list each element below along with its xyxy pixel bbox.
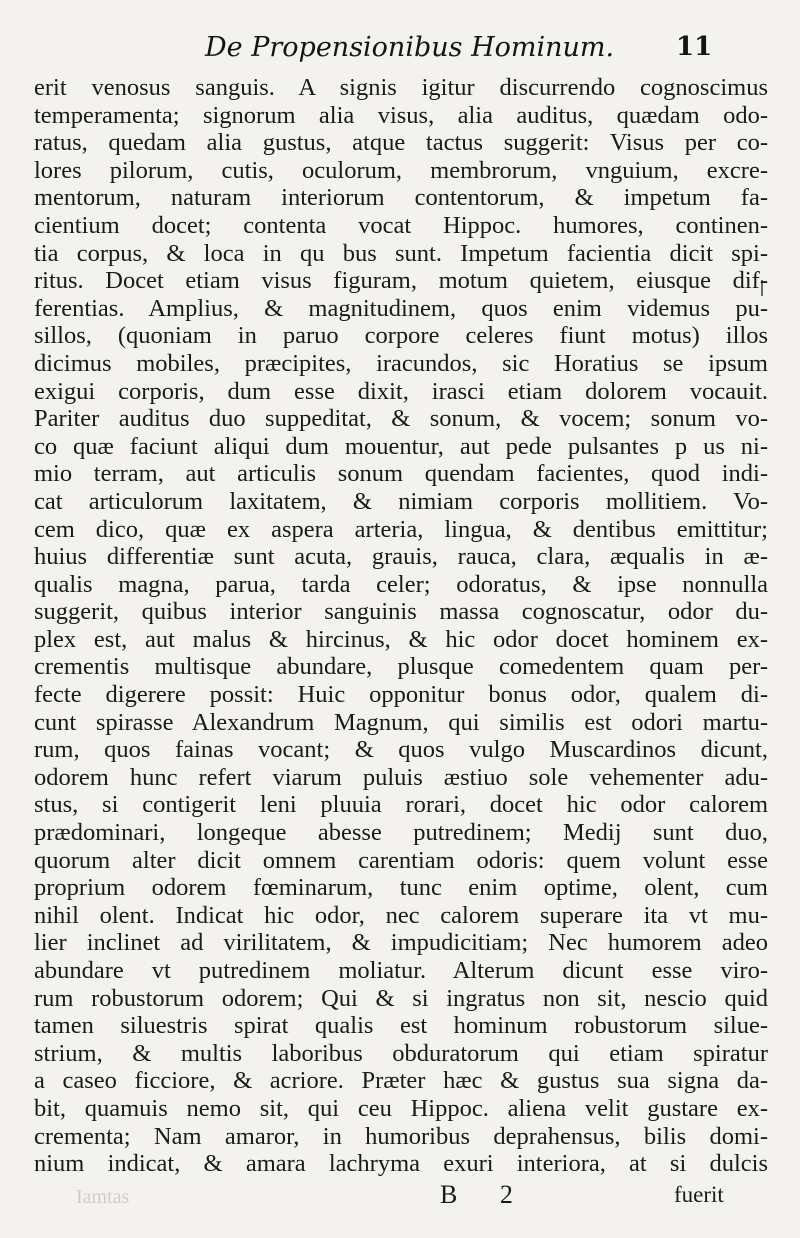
text-line: rum robustorum odorem; Qui & si ingratus non sit, nescio quid bbox=[34, 984, 768, 1012]
text-line: ritus. Docet etiam visus figuram, motum quietem, eiusque dif- bbox=[34, 267, 768, 295]
text-line: proprium odorem fœminarum, tunc enim optime, olent, cum bbox=[34, 874, 768, 902]
text-line: nihil olent. Indicat hic odor, nec calorem superare ita vt mu- bbox=[34, 901, 768, 929]
text-line: strium, & multis laboribus obduratorum qui etiam spiratur bbox=[34, 1039, 768, 1067]
signature-mark: B 2 bbox=[440, 1180, 531, 1209]
text-line: abundare vt putredinem moliatur. Alterum dicunt esse viro- bbox=[34, 957, 768, 984]
text-line: quorum alter dicit omnem carentiam odoris: quem volunt esse bbox=[34, 846, 768, 874]
text-line: huius differentiæ sunt acuta, grauis, rauca, clara, æqualis in æ- bbox=[34, 543, 768, 571]
text-line: suggerit, quibus interior sanguinis massa cognoscatur, odor du- bbox=[34, 598, 768, 626]
text-line: prædominari, longeque abesse putredinem; Medij sunt duo, bbox=[34, 819, 768, 847]
text-line: cunt spirasse Alexandrum Magnum, qui similis est odori martu- bbox=[34, 708, 768, 736]
text-line: mio terram, aut articulis sonum quendam facientes, quod indi- bbox=[34, 460, 768, 488]
text-line: plex est, aut malus & hircinus, & hic odor docet hominem ex- bbox=[34, 625, 768, 653]
show-through-text: Iamtas bbox=[76, 1186, 130, 1208]
text-line: lores pilorum, cutis, oculorum, membrorum, vnguium, excre- bbox=[34, 156, 768, 184]
text-line: cientium docet; contenta vocat Hippoc. humores, continen- bbox=[34, 211, 768, 239]
text-line: ferentias. Amplius, & magnitudinem, quos enim videmus pu- bbox=[34, 294, 768, 322]
body-text bbox=[34, 74, 768, 1178]
text-line: a caseo ficciore, & acriore. Præter hæc & gustus sua signa da- bbox=[34, 1067, 768, 1095]
text-line: lier inclinet ad virilitatem, & impudicitiam; Nec humorem adeo bbox=[34, 929, 768, 957]
text-line: fecte digerere possit: Huic opponitur bonus odor, qualem di- bbox=[34, 681, 768, 709]
text-line: qualis magna, parua, tarda celer; odoratus, & ipse nonnulla bbox=[34, 570, 768, 598]
text-line: tamen siluestris spirat qualis est hominum robustorum silue- bbox=[34, 1012, 768, 1040]
text-line: nium indicat, & amara lachryma exuri interiora, at si dulcis bbox=[34, 1150, 768, 1178]
text-line: stus, si contigerit leni pluuia rorari, docet hic odor calorem bbox=[34, 791, 768, 819]
page-number: 11 bbox=[676, 32, 713, 62]
text-line: erit venosus sanguis. A signis igitur discurrendo cognoscimus bbox=[34, 74, 768, 101]
text-line: crementa; Nam amaror, in humoribus deprahensus, bilis domi- bbox=[34, 1122, 768, 1150]
text-line: temperamenta; signorum alia visus, alia auditus, quædam odo- bbox=[34, 101, 768, 129]
page-header bbox=[0, 32, 800, 72]
text-line: crementis multisque abundare, plusque comedentem quam per- bbox=[34, 653, 768, 681]
text-line: mentorum, naturam interiorum contentorum, & impetum fa- bbox=[34, 184, 768, 212]
text-line: cem dico, quæ ex aspera arteria, lingua, & dentibus emittitur; bbox=[34, 515, 768, 543]
text-line: rum, quos fainas vocant; & quos vulgo Muscardinos dicunt, bbox=[34, 736, 768, 764]
text-line: cat articulorum laxitatem, & nimiam corporis mollitiem. Vo- bbox=[34, 487, 768, 515]
text-line: sillos, (quoniam in paruo corpore celeres fiunt motus) illos bbox=[34, 322, 768, 350]
text-line: co quæ faciunt aliqui dum mouentur, aut pede pulsantes p us ni- bbox=[34, 432, 768, 460]
text-line: ratus, quedam alia gustus, atque tactus suggerit: Visus per co- bbox=[34, 129, 768, 157]
text-line: dicimus mobiles, præcipites, iracundos, sic Horatius se ipsum bbox=[34, 349, 768, 377]
catchword: fuerit bbox=[674, 1182, 724, 1207]
running-title: De Propensionibus Hominum. bbox=[205, 32, 615, 63]
text-line: exigui corporis, dum esse dixit, irasci etiam dolorem vocauit. bbox=[34, 377, 768, 405]
text-line: bit, quamuis nemo sit, qui ceu Hippoc. aliena velit gustare ex- bbox=[34, 1094, 768, 1122]
text-line: tia corpus, & loca in qu bus sunt. Impetum facientia dicit spi- bbox=[34, 239, 768, 267]
text-line: odorem hunc refert viarum puluis æstiuo sole vehementer adu- bbox=[34, 763, 768, 791]
text-line: Pariter auditus duo suppeditat, & sonum, & vocem; sonum vo- bbox=[34, 405, 768, 433]
